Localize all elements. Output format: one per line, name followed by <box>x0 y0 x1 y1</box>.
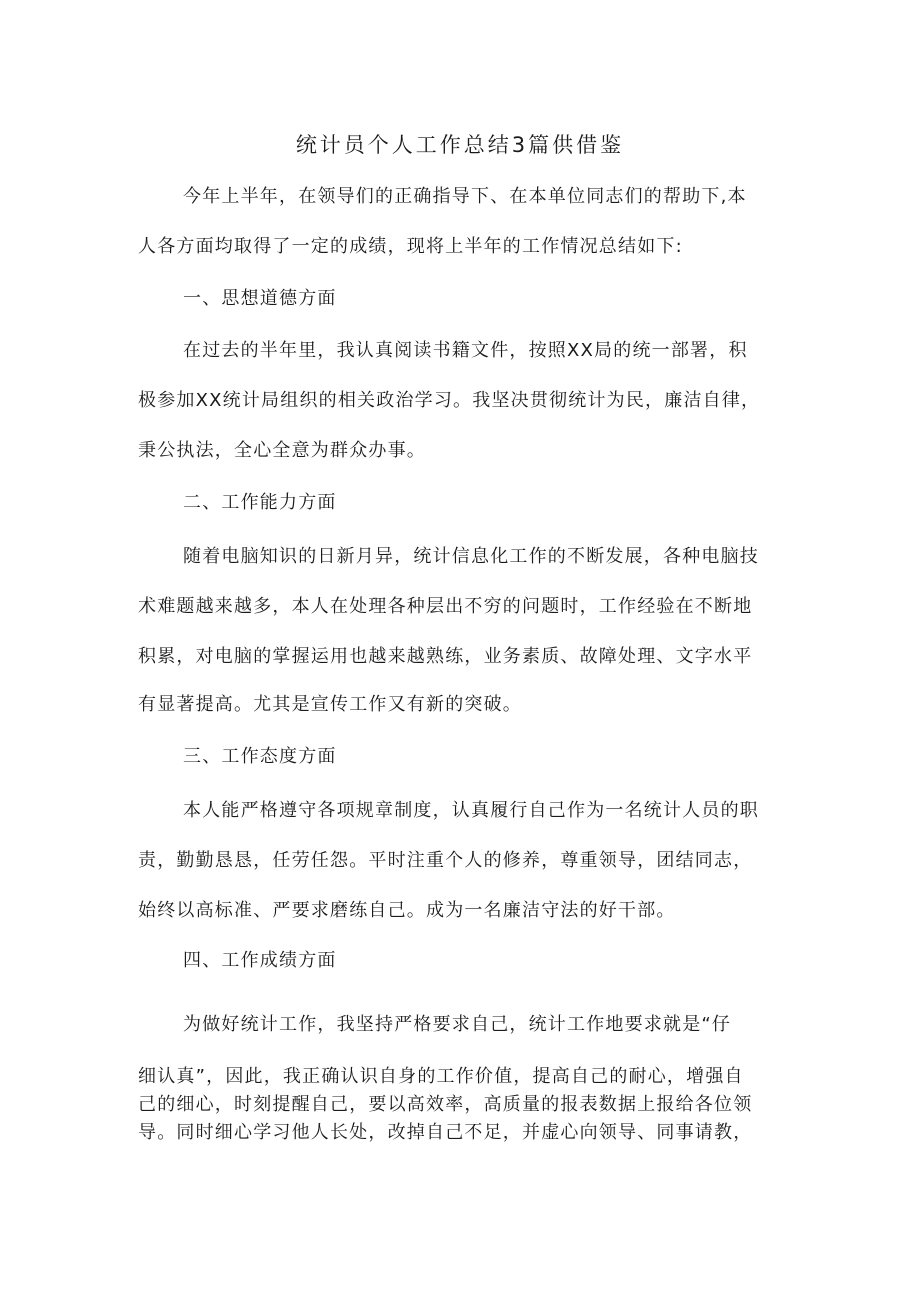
paragraph-line: 责，勤勤恳恳，任劳任怨。平时注重个人的修养，尊重领导，团结同志， <box>138 850 753 871</box>
paragraph-line: 有显著提高。尤其是宣传工作又有新的突破。 <box>138 694 522 715</box>
paragraph-line: 秉公执法，全心全意为群众办事。 <box>138 440 426 461</box>
paragraph-line: 积累，对电脑的掌握运用也越来越熟练，业务素质、故障处理、文字水平 <box>138 646 753 667</box>
paragraph-line: 导。同时细心学习他人长处，改掉自己不足，并虚心向领导、同事请教， <box>138 1122 753 1143</box>
paragraph-line: 细认真”，因此，我正确认识自身的工作价值，提高自己的耐心，增强自 <box>138 1066 744 1087</box>
paragraph-line: 本人能严格遵守各项规章制度，认真履行自己作为一名统计人员的职 <box>183 800 759 821</box>
paragraph-line: 在过去的半年里，我认真阅读书籍文件，按照XX局的统一部署，积 <box>183 340 748 361</box>
section-heading: 四、工作成绩方面 <box>183 950 337 971</box>
paragraph-line: 为做好统计工作，我坚持严格要求自己，统计工作地要求就是“仔 <box>183 1014 732 1035</box>
paragraph-line: 术难题越来越多，本人在处理各种层出不穷的问题时，工作经验在不断地 <box>138 596 753 617</box>
paragraph-line: 己的细心，时刻提醒自己，要以高效率，高质量的报表数据上报给各位领 <box>138 1094 753 1115</box>
paragraph-line: 随着电脑知识的日新月异，统计信息化工作的不断发展，各种电脑技 <box>183 546 759 567</box>
paragraph-line: 始终以高标准、严要求磨练自己。成为一名廉洁守法的好干部。 <box>138 900 676 921</box>
section-heading: 三、工作态度方面 <box>183 746 337 767</box>
paragraph-line: 今年上半年，在领导们的正确指导下、在本单位同志们的帮助下,本 <box>183 186 747 207</box>
section-heading: 一、思想道德方面 <box>183 288 337 309</box>
document-title: 统计员个人工作总结3篇供借鉴 <box>295 133 625 157</box>
paragraph-line: 人各方面均取得了一定的成绩，现将上半年的工作情况总结如下: <box>138 236 683 257</box>
section-heading: 二、工作能力方面 <box>183 492 337 513</box>
paragraph-line: 极参加XX统计局组织的相关政治学习。我坚决贯彻统计为民，廉洁自律， <box>138 390 761 411</box>
